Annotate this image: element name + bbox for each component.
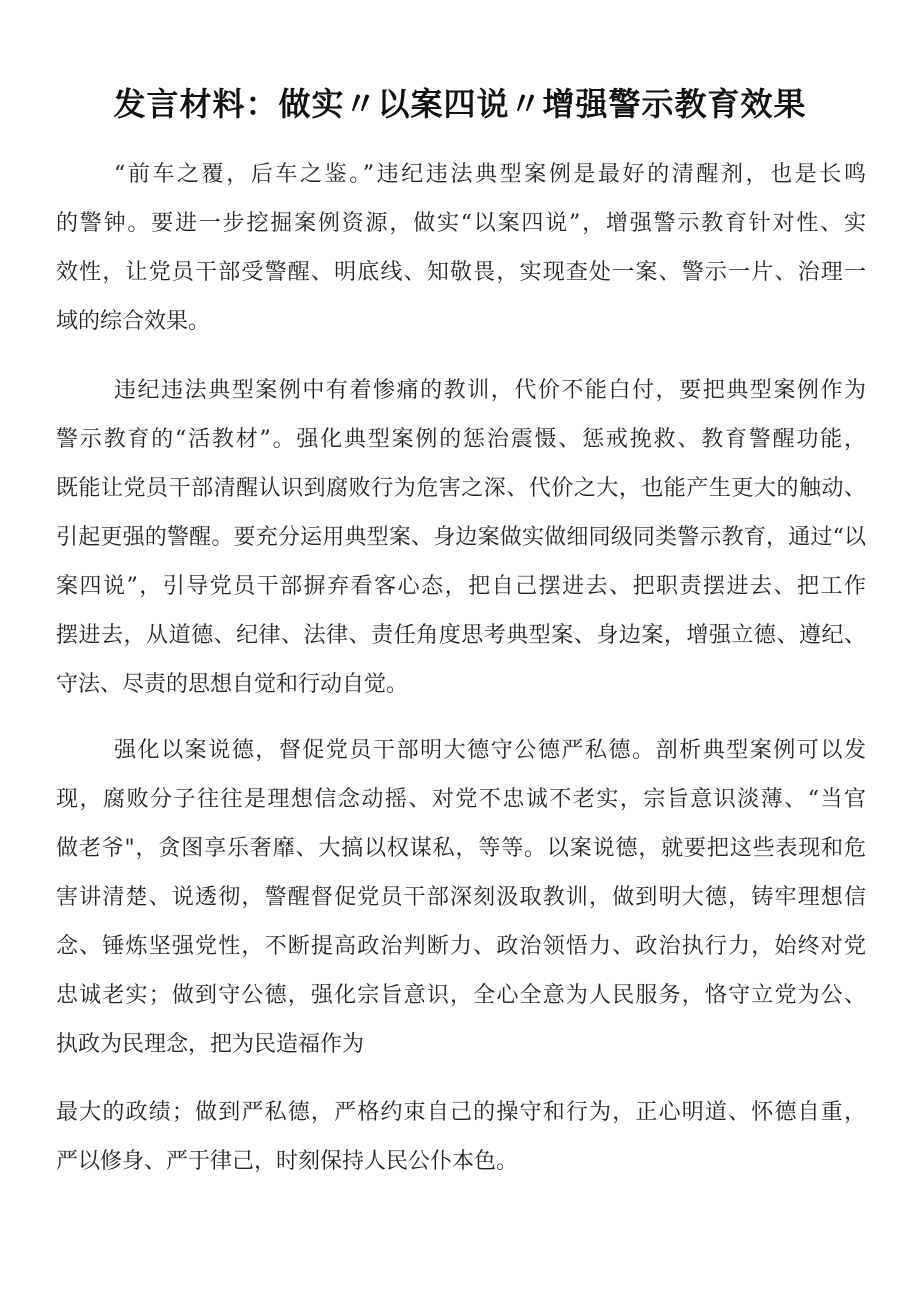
paragraph-line: 忠诚老实；做到守公德，强化宗旨意识，全心全意为人民服务，恪守立党为公、 <box>56 983 866 1008</box>
paragraph-line: 效性，让党员干部受警醒、明底线、知敬畏，实现查处一案、警示一片、治理一 <box>56 260 866 285</box>
paragraph-line: 警示教育的“活教材”。强化典型案例的惩治震慑、惩戒挽救、教育警醒功能， <box>56 427 866 452</box>
paragraph-4 <box>56 1088 866 1186</box>
paragraph-line: 既能让党员干部清醒认识到腐败行为危害之深、代价之大，也能产生更大的触动、 <box>56 476 866 501</box>
document-title: 发言材料：做实〃以案四说〃增强警示教育效果 <box>113 85 807 123</box>
paragraph-line: 域的综合效果。 <box>56 309 211 334</box>
paragraph-line: 的警钟。要进一步挖掘案例资源，做实“以案四说”，增强警示教育针对性、实 <box>56 211 866 236</box>
paragraph-line: 执政为民理念，把为民造福作为 <box>56 1032 365 1057</box>
paragraph-line: 害讲清楚、说透彻，警醒督促党员干部深刻汲取教训，做到明大德，铸牢理想信 <box>56 885 866 910</box>
paragraph-line: 违纪违法典型案例中有着惨痛的教训，代价不能白付，要把典型案例作为 <box>114 378 866 403</box>
paragraph-line: 引起更强的警醒。要充分运用典型案、身边案做实做细同级同类警示教育，通过“以 <box>56 525 866 550</box>
paragraph-2 <box>56 366 866 709</box>
paragraph-line: 摆进去，从道德、纪律、法律、责任角度思考典型案、身边案，增强立德、遵纪、 <box>56 623 866 648</box>
paragraph-line: 守法、尽责的思想自觉和行动自觉。 <box>56 672 409 697</box>
paragraph-line: 现，腐败分子往往是理想信念动摇、对党不忠诚不老实，宗旨意识淡薄、“当官 <box>56 787 866 812</box>
paragraph-3 <box>56 726 866 1069</box>
paragraph-line: 案四说”，引导党员干部摒弃看客心态，把自己摆进去、把职责摆进去、把工作 <box>56 574 866 599</box>
paragraph-1 <box>56 150 866 346</box>
paragraph-line: 强化以案说德，督促党员干部明大德守公德严私德。剖析典型案例可以发 <box>114 738 866 763</box>
paragraph-line: 严以修身、严于律己，时刻保持人民公仆本色。 <box>56 1149 519 1174</box>
paragraph-line: “前车之覆，后车之鉴。”违纪违法典型案例是最好的清醒剂，也是长鸣 <box>114 162 866 187</box>
paragraph-line: 最大的政绩；做到严私德，严格约束自己的操守和行为，正心明道、怀德自重， <box>56 1100 866 1125</box>
paragraph-line: 念、锤炼坚强党性，不断提高政治判断力、政治领悟力、政治执行力，始终对党 <box>56 934 866 959</box>
paragraph-line: 做老爷"，贪图享乐奢靡、大搞以权谋私，等等。以案说德，就要把这些表现和危 <box>56 836 866 861</box>
